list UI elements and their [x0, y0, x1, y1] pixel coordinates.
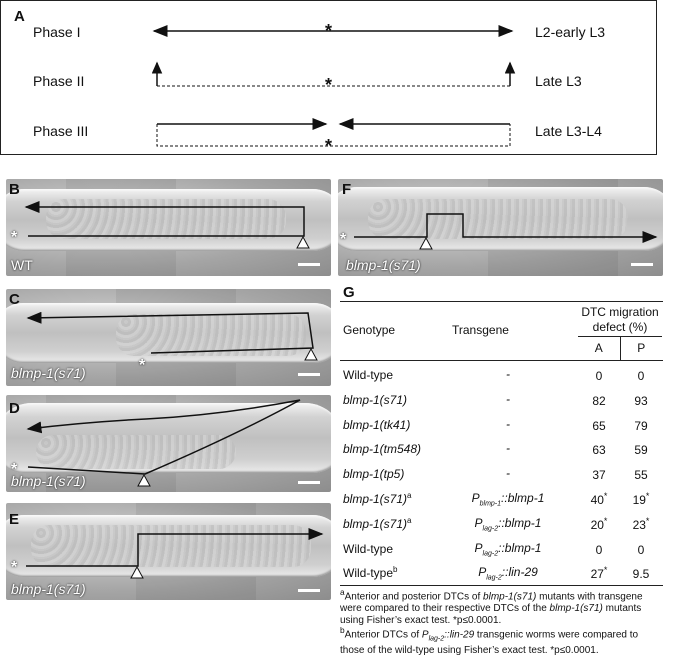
header-transgene: Transgene — [452, 323, 509, 337]
micrograph-c-label: C — [9, 291, 20, 308]
cell-genotype: Wild-type — [343, 368, 394, 382]
header-defect: DTC migration defect (%) — [581, 305, 659, 334]
table-row — [340, 436, 663, 461]
micrograph-e-caption: blmp-1(s71) — [11, 581, 86, 597]
scale-bar — [298, 263, 320, 266]
footnote-a-genotype-1: blmp-1(s71) — [483, 591, 537, 603]
cell-a: 0 — [595, 369, 603, 383]
micrograph-c — [6, 289, 331, 386]
phase-1-label: Phase I — [33, 24, 81, 40]
footnote-b-text-2: transgenic worms were compared to those of the wild-type using Fisher’s exact test. *p≤0.0001. — [340, 629, 639, 657]
phase-1-star: * — [325, 21, 333, 41]
cell-p: 79 — [634, 418, 648, 433]
micrograph-b-caption: WT — [11, 257, 33, 273]
footnote-a-text-1: Anterior and posterior DTCs of — [344, 591, 484, 603]
cell-transgene: - — [506, 441, 510, 456]
cell-transgene: $P_{lag-2}::blmp-1$ — [474, 540, 542, 557]
micrograph-e-star: * — [11, 559, 18, 576]
cell-transgene: - — [506, 416, 510, 431]
header-bottom-rule — [340, 360, 663, 361]
phase-2-star: * — [325, 75, 333, 95]
phase-3-star: * — [325, 136, 333, 156]
micrograph-d — [6, 395, 331, 492]
scale-bar — [298, 481, 320, 484]
cell-p: 9.5 — [632, 567, 650, 582]
cell-a: 82 — [592, 393, 606, 408]
micrograph-f — [338, 179, 663, 276]
cell-transgene: $P_{lag-2}::blmp-1$ — [474, 515, 542, 533]
cell-p: 0 — [637, 542, 645, 557]
micrograph-b — [6, 179, 331, 276]
table-row — [340, 560, 663, 585]
cell-genotype: blmp-$1(s71)^a$ — [343, 491, 412, 506]
scale-bar — [298, 373, 320, 376]
footnote-a-mark: a — [340, 587, 345, 597]
phase-2-label: Phase II — [33, 73, 85, 89]
cell-a: 65 — [592, 418, 606, 433]
cell-genotype: Wild-type — [343, 541, 394, 556]
cell-a: 63 — [592, 443, 606, 458]
header-genotype: Genotype — [343, 323, 396, 337]
footnote-b-promoter-sub: lag-2 — [428, 635, 445, 643]
cell-p: 23* — [632, 515, 650, 532]
cell-genotype: blmp-1(s71) — [343, 392, 408, 407]
footnote-b-transgene: ::lin-29 — [444, 629, 475, 641]
micrograph-b-label: B — [9, 181, 20, 198]
cell-transgene: - — [506, 391, 510, 406]
cell-p: 59 — [634, 443, 648, 458]
cell-genotype: blmp-$1(s71)^a$ — [343, 515, 412, 531]
cell-p: 55 — [634, 468, 648, 483]
micrograph-f-caption: blmp-1(s71) — [346, 257, 421, 273]
micrograph-d-caption: blmp-1(s71) — [11, 473, 86, 489]
micrograph-e-label: E — [9, 511, 20, 528]
cell-transgene: $P_{blmp-1}::blmp-1$ — [471, 491, 545, 508]
micrograph-f-label: F — [342, 181, 352, 198]
cell-genotype: blmp-1(tk41) — [343, 417, 411, 432]
panel-a-label: A — [14, 8, 25, 25]
cell-p: 0 — [637, 369, 645, 383]
table-row — [340, 412, 663, 437]
cell-genotype-sup: a — [407, 491, 412, 500]
cell-a: 20* — [590, 515, 608, 532]
cell-transgene: $P_{lag-2}::lin-29$ — [478, 565, 538, 582]
cell-genotype: Wild-type$^b$ — [343, 565, 398, 581]
micrograph-c-star: * — [139, 357, 146, 374]
cell-transgene: - — [506, 466, 510, 481]
footnote-b-mark: b — [340, 625, 345, 635]
header-p: P — [637, 341, 646, 355]
cell-a: 0 — [595, 542, 603, 557]
header-ap-row — [578, 336, 662, 360]
micrograph-d-label: D — [9, 400, 20, 417]
cell-genotype-sup: b — [393, 565, 398, 575]
table-row — [340, 536, 663, 561]
table-row — [340, 486, 663, 511]
phase-3-label: Phase III — [33, 123, 89, 139]
cell-a: 40* — [590, 491, 608, 507]
micrograph-e — [6, 503, 331, 600]
micrograph-b-star: * — [11, 229, 18, 246]
table-top-rule — [340, 301, 663, 302]
cell-genotype: blmp-1(tp5) — [343, 467, 405, 482]
cell-transgene: - — [506, 367, 510, 381]
footnote-a-genotype-2: blmp-1(s71) — [549, 603, 603, 615]
footnote-b — [340, 624, 665, 657]
cell-a: 37 — [592, 468, 606, 483]
footnote-a — [340, 586, 665, 627]
cell-genotype: blmp-1(tm548) — [343, 442, 422, 457]
micrograph-c-caption: blmp-1(s71) — [11, 365, 86, 381]
table-row — [340, 461, 663, 486]
header-a: A — [578, 336, 621, 360]
footnote-b-text-1: Anterior DTCs of — [344, 629, 422, 641]
micrograph-f-star: * — [340, 231, 347, 248]
cell-p: 93 — [634, 393, 648, 408]
scale-bar — [298, 589, 320, 592]
footnote-a-text-3: mutants using Fisher’s exact test. *p≤0.0001. — [340, 603, 642, 627]
scale-bar — [631, 263, 653, 266]
phase-2-stage: Late L3 — [535, 73, 582, 89]
table-row — [340, 362, 663, 387]
footnote-b-promoter: P — [421, 629, 429, 641]
micrograph-d-star: * — [11, 461, 18, 478]
table-row — [340, 511, 663, 536]
table-row — [340, 387, 663, 412]
phase-3-stage: Late L3-L4 — [535, 123, 602, 139]
cell-p: 19* — [632, 491, 650, 507]
panel-g-label: G — [343, 284, 355, 301]
cell-genotype-sup: a — [407, 515, 412, 525]
footnote-a-text-2: mutants with transgene were compared to their respective DTCs of the — [340, 591, 643, 615]
phase-1-stage: L2-early L3 — [535, 24, 606, 40]
cell-a: 27* — [590, 565, 608, 582]
